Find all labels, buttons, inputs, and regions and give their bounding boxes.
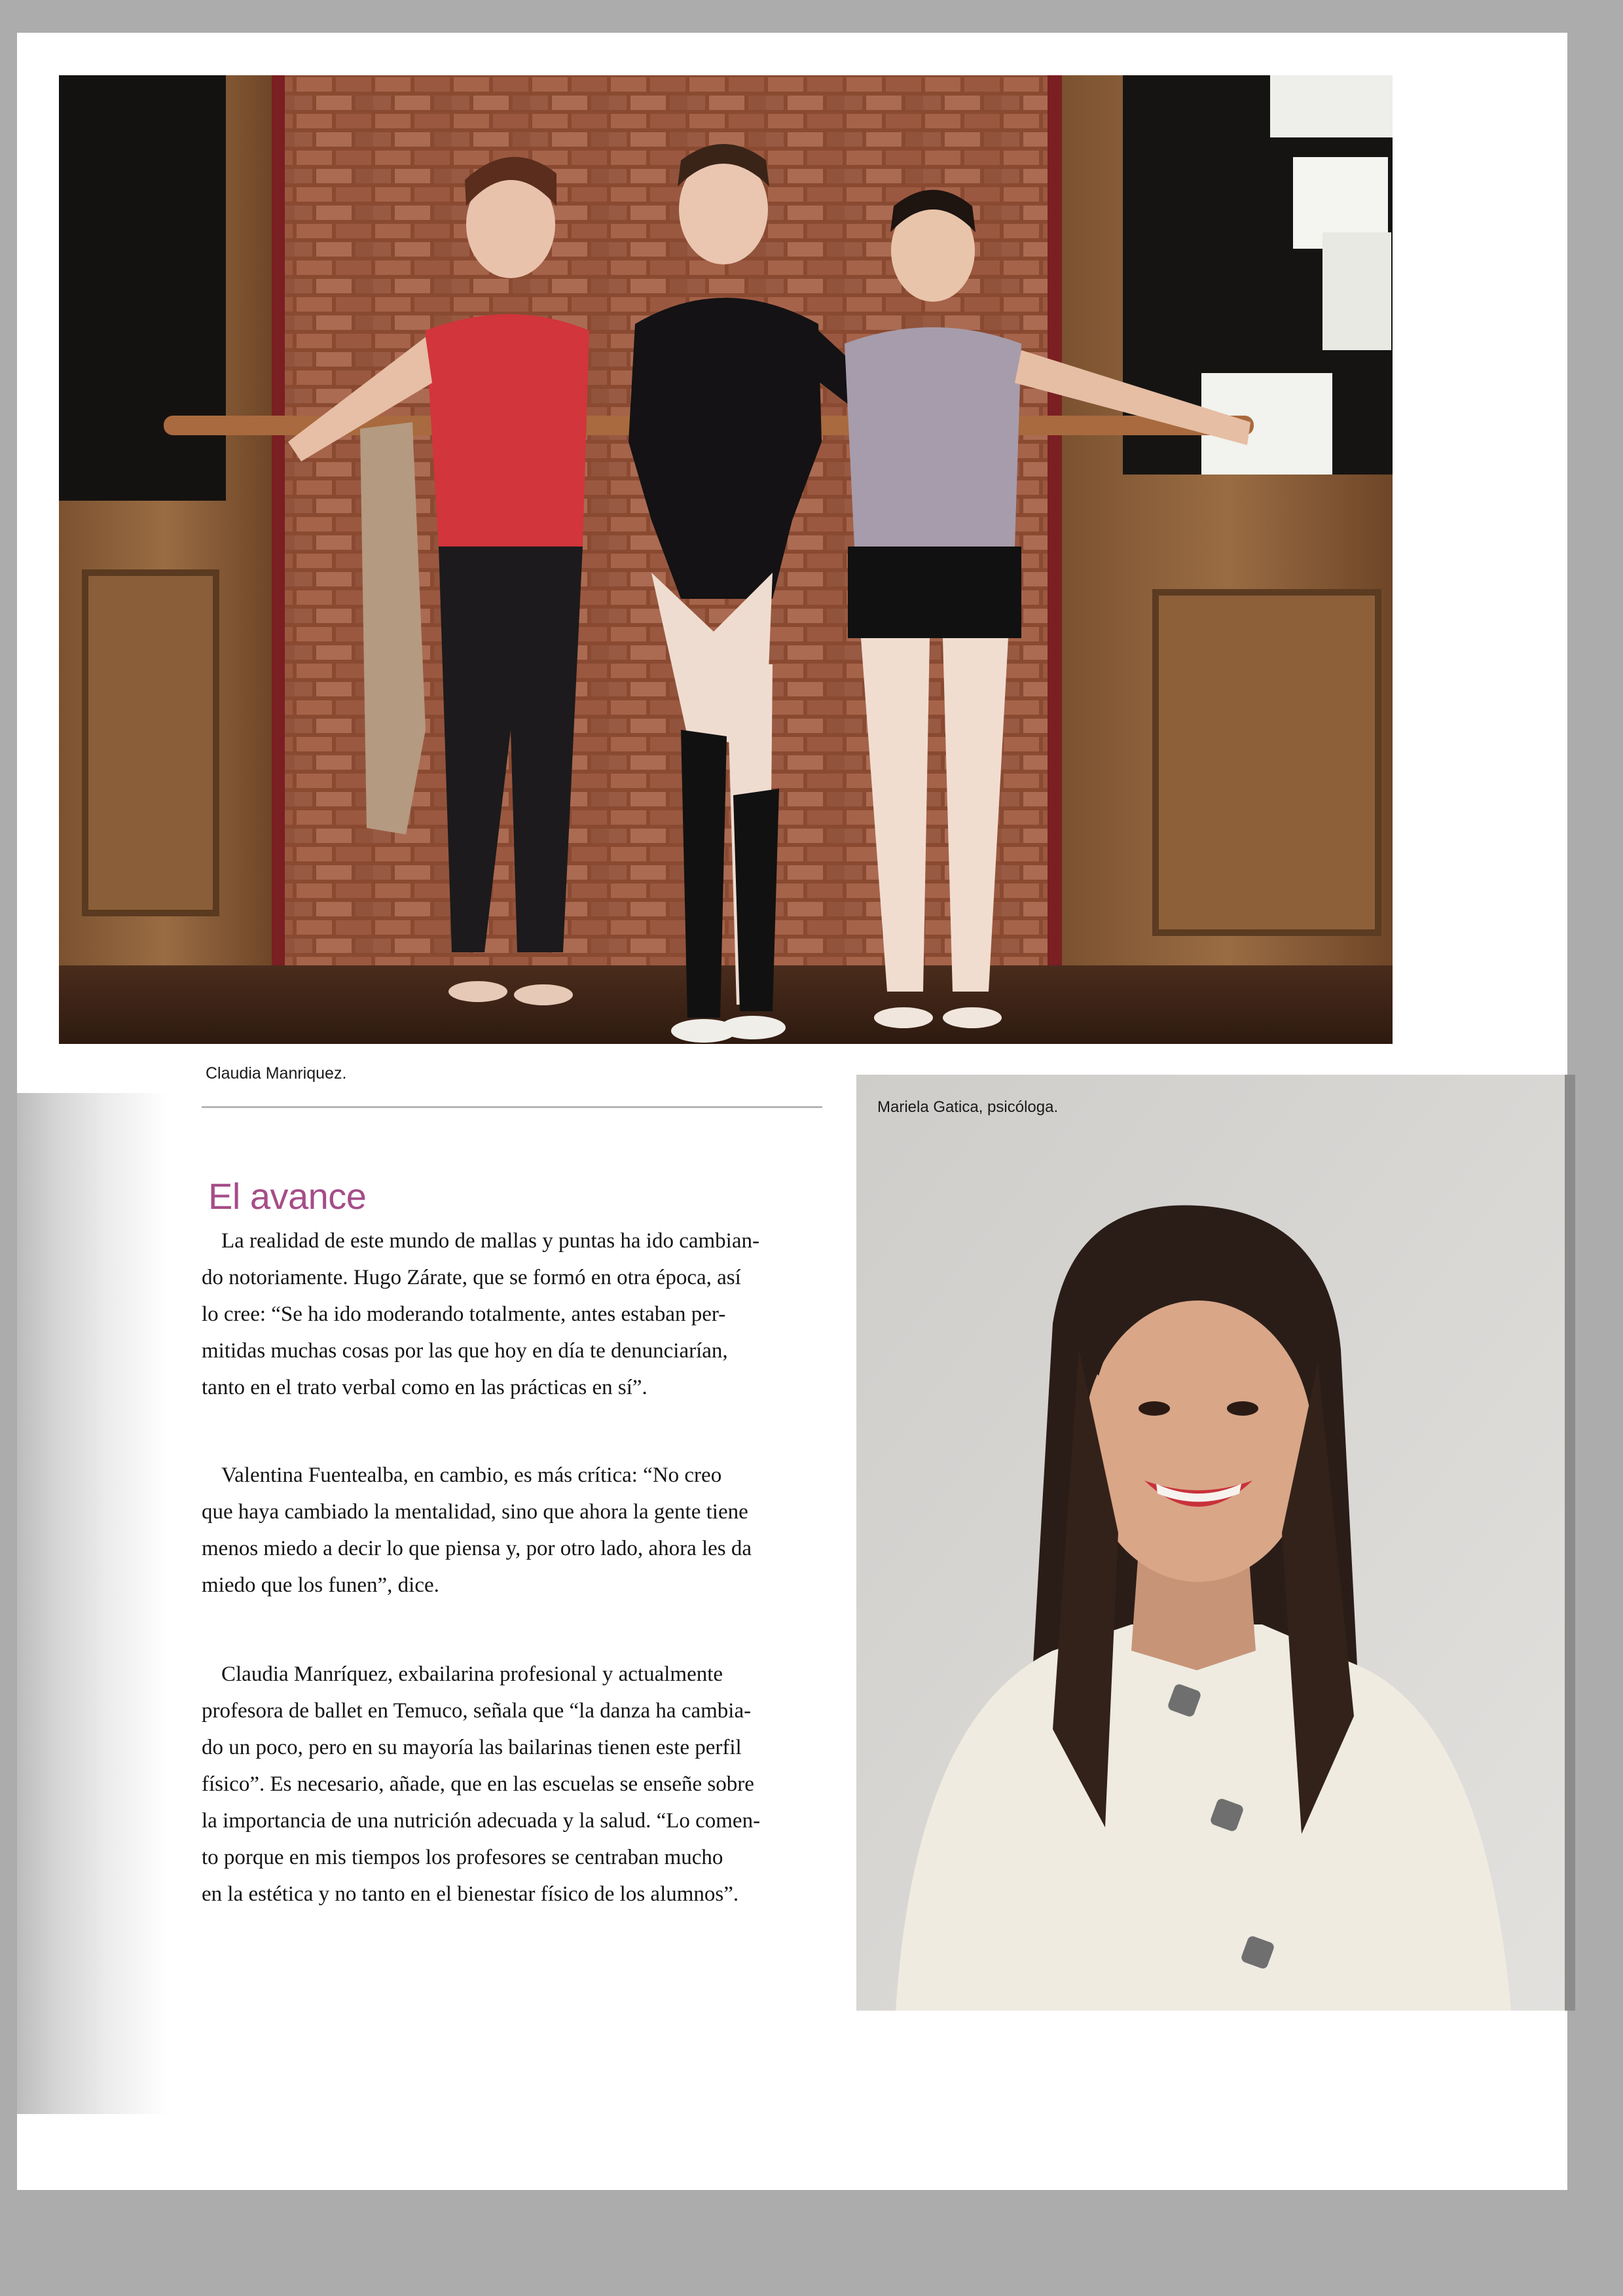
text-line: tanto en el trato verbal como en las prácticas en sí”. [202, 1376, 647, 1399]
text-line: to porque en mis tiempos los profesores se centraban mucho [202, 1846, 723, 1869]
text-line: físico”. Es necesario, añade, que en las escuelas se enseñe sobre [202, 1772, 754, 1796]
text-line: do notoriamente. Hugo Zárate, que se formó en otra época, así [202, 1266, 741, 1289]
text-line: do un poco, pero en su mayoría las bailarinas tienen este perfil [202, 1736, 742, 1759]
paragraph-3 [202, 1656, 830, 1912]
scan-edge-shadow [17, 1093, 168, 2114]
text-line: menos miedo a decir lo que piensa y, por otro lado, ahora les da [202, 1537, 752, 1560]
photo-portrait [856, 1075, 1575, 2011]
section-heading: El avance [208, 1175, 367, 1217]
text-line: Claudia Manríquez, exbailarina profesional y actualmente [221, 1662, 723, 1686]
paragraph-1 [202, 1223, 830, 1406]
text-line: profesora de ballet en Temuco, señala que “la danza ha cambia- [202, 1699, 752, 1723]
text-line: en la estética y no tanto en el bienestar físico de los alumnos”. [202, 1882, 739, 1906]
top-photo-caption: Claudia Manriquez. [206, 1064, 347, 1083]
text-line: miedo que los funen”, dice. [202, 1573, 439, 1597]
text-line: que haya cambiado la mentalidad, sino que ahora la gente tiene [202, 1500, 748, 1524]
text-line: la importancia de una nutrición adecuada y la salud. “Lo comen- [202, 1809, 761, 1833]
photo-dancers-at-barre [59, 75, 1393, 1044]
dancers-photo-illustration [59, 75, 1393, 1044]
portrait-caption: Mariela Gatica, psicóloga. [877, 1098, 1059, 1116]
portrait-illustration [856, 1075, 1575, 2011]
text-line: lo cree: “Se ha ido moderando totalmente, antes estaban per- [202, 1302, 726, 1326]
text-line: mitidas muchas cosas por las que hoy en día te denunciarían, [202, 1339, 728, 1363]
divider-line [202, 1106, 822, 1108]
paragraph-2 [202, 1457, 830, 1604]
text-line: Valentina Fuentealba, en cambio, es más crítica: “No creo [221, 1463, 722, 1487]
text-line: La realidad de este mundo de mallas y puntas ha ido cambian- [221, 1229, 759, 1253]
